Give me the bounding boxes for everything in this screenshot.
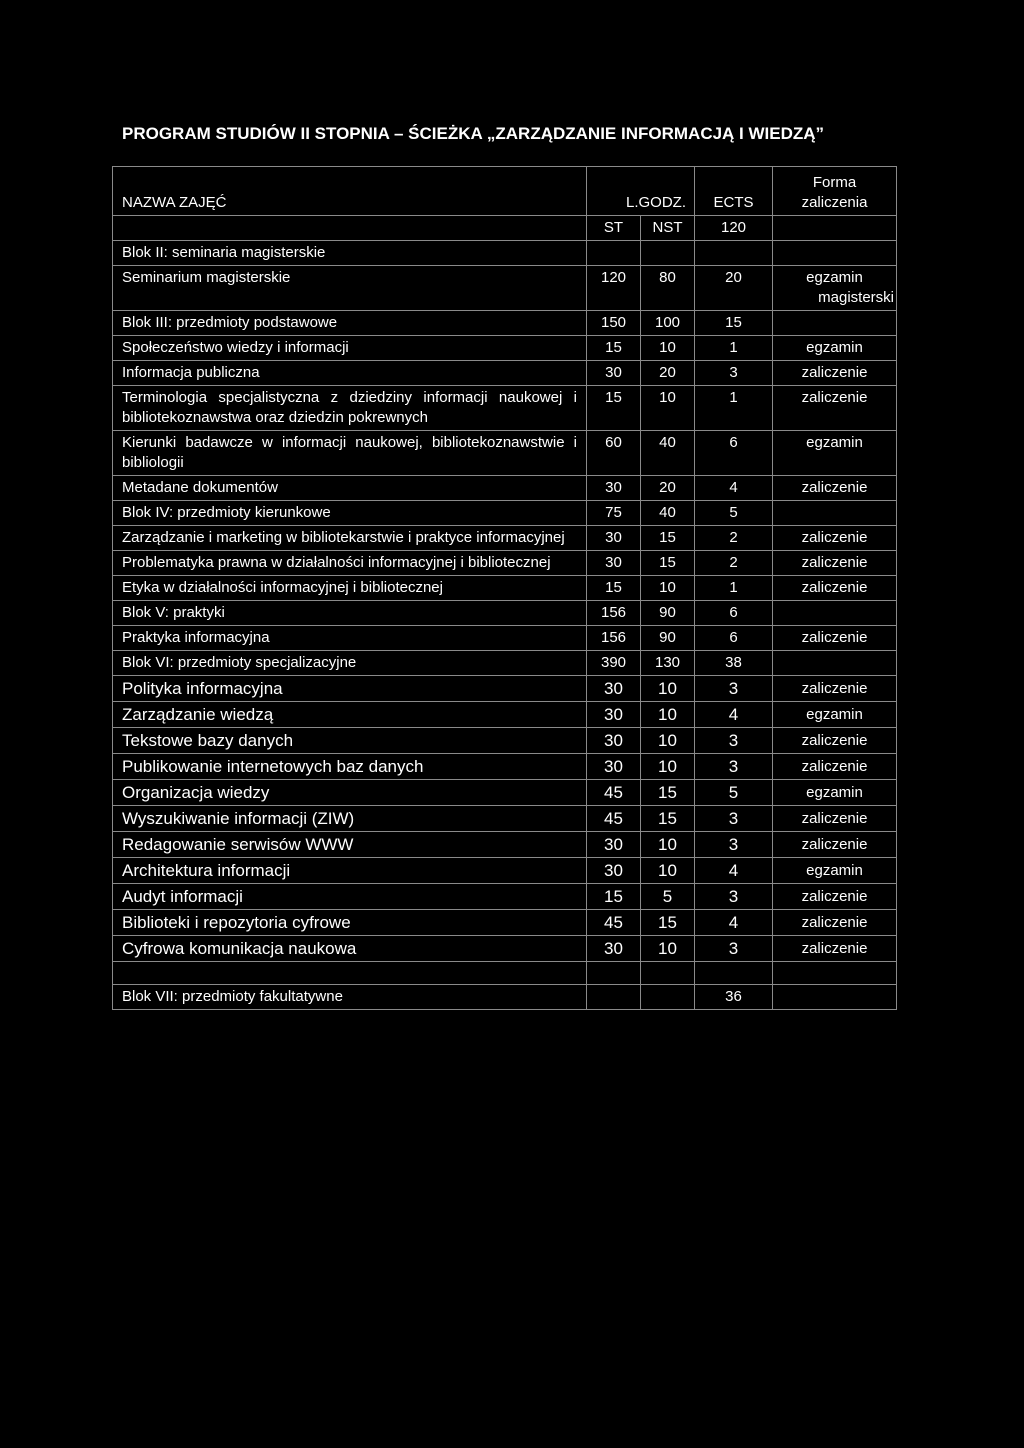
row-ects: 3	[695, 806, 773, 832]
row-name: Architektura informacji	[113, 858, 587, 884]
table-row	[113, 832, 897, 858]
row-st: 156	[587, 626, 641, 651]
row-st: 30	[587, 728, 641, 754]
row-st: 30	[587, 702, 641, 728]
row-form: egzamin	[773, 780, 897, 806]
row-name: Problematyka prawna w działalności informacyjnej i bibliotecznej	[113, 551, 587, 576]
row-st: 45	[587, 910, 641, 936]
row-ects: 20	[695, 266, 773, 311]
row-form	[773, 651, 897, 676]
row-nst: 80	[641, 266, 695, 311]
row-nst: 10	[641, 858, 695, 884]
row-st	[587, 985, 641, 1010]
subheader-empty-form	[773, 216, 897, 241]
table-row	[113, 311, 897, 336]
row-st: 45	[587, 780, 641, 806]
row-st: 30	[587, 676, 641, 702]
row-nst: 15	[641, 551, 695, 576]
row-form	[773, 501, 897, 526]
row-ects: 1	[695, 336, 773, 361]
row-nst: 15	[641, 806, 695, 832]
row-ects: 38	[695, 651, 773, 676]
header-row	[113, 167, 897, 216]
row-name: Blok II: seminaria magisterskie	[113, 241, 587, 266]
row-name: Publikowanie internetowych baz danych	[113, 754, 587, 780]
row-ects: 4	[695, 858, 773, 884]
row-ects: 6	[695, 626, 773, 651]
row-form: zaliczenie	[773, 551, 897, 576]
row-name: Cyfrowa komunikacja naukowa	[113, 936, 587, 962]
row-name: Redagowanie serwisów WWW	[113, 832, 587, 858]
row-name: Blok IV: przedmioty kierunkowe	[113, 501, 587, 526]
row-nst: 100	[641, 311, 695, 336]
header-ects: ECTS	[695, 167, 773, 216]
spacer-row	[113, 962, 897, 985]
row-name: Audyt informacji	[113, 884, 587, 910]
header-hours: L.GODZ.	[587, 167, 695, 216]
row-form: zaliczenie	[773, 832, 897, 858]
row-form: egzamin	[773, 858, 897, 884]
row-ects	[695, 241, 773, 266]
header-nst: NST	[641, 216, 695, 241]
row-nst: 15	[641, 780, 695, 806]
table-row	[113, 936, 897, 962]
row-st: 30	[587, 361, 641, 386]
table-row	[113, 858, 897, 884]
row-ects: 3	[695, 832, 773, 858]
row-form: egzamin	[773, 702, 897, 728]
row-ects: 3	[695, 936, 773, 962]
table-row	[113, 806, 897, 832]
row-nst: 40	[641, 431, 695, 476]
row-name: Etyka w działalności informacyjnej i bibliotecznej	[113, 576, 587, 601]
row-st: 15	[587, 576, 641, 601]
row-nst	[641, 241, 695, 266]
table-row	[113, 476, 897, 501]
row-name: Biblioteki i repozytoria cyfrowe	[113, 910, 587, 936]
row-ects: 36	[695, 985, 773, 1010]
row-st: 45	[587, 806, 641, 832]
table-row	[113, 702, 897, 728]
row-form	[773, 601, 897, 626]
row-name: Seminarium magisterskie	[113, 266, 587, 311]
table-row	[113, 754, 897, 780]
row-form: zaliczenie	[773, 526, 897, 551]
table-row	[113, 884, 897, 910]
table-row	[113, 910, 897, 936]
row-nst: 15	[641, 910, 695, 936]
row-ects: 3	[695, 361, 773, 386]
row-nst: 90	[641, 626, 695, 651]
row-form: zaliczenie	[773, 576, 897, 601]
row-name: Wyszukiwanie informacji (ZIW)	[113, 806, 587, 832]
row-ects: 15	[695, 311, 773, 336]
table-row	[113, 576, 897, 601]
row-form	[773, 985, 897, 1010]
row-form: zaliczenie	[773, 626, 897, 651]
row-form: zaliczenie	[773, 386, 897, 431]
row-nst: 20	[641, 361, 695, 386]
row-ects: 3	[695, 676, 773, 702]
row-st: 30	[587, 526, 641, 551]
row-ects: 3	[695, 728, 773, 754]
row-st: 15	[587, 336, 641, 361]
row-ects: 5	[695, 780, 773, 806]
row-nst: 10	[641, 336, 695, 361]
row-name: Kierunki badawcze w informacji naukowej, bibliotekoznawstwie i bibliologii	[113, 431, 587, 476]
row-st: 30	[587, 476, 641, 501]
table-row	[113, 526, 897, 551]
row-form: zaliczenie	[773, 806, 897, 832]
row-st: 60	[587, 431, 641, 476]
study-program-table	[112, 166, 897, 1010]
row-st: 30	[587, 551, 641, 576]
header-st: ST	[587, 216, 641, 241]
row-name: Informacja publiczna	[113, 361, 587, 386]
table-row	[113, 386, 897, 431]
row-ects: 1	[695, 576, 773, 601]
table-row	[113, 676, 897, 702]
row-ects: 4	[695, 476, 773, 501]
row-nst: 15	[641, 526, 695, 551]
row-st: 150	[587, 311, 641, 336]
subheader-row	[113, 216, 897, 241]
row-st: 30	[587, 832, 641, 858]
row-nst: 10	[641, 576, 695, 601]
row-nst: 5	[641, 884, 695, 910]
row-st: 30	[587, 754, 641, 780]
row-form: zaliczenie	[773, 936, 897, 962]
row-name: Organizacja wiedzy	[113, 780, 587, 806]
row-nst: 10	[641, 936, 695, 962]
row-nst: 10	[641, 386, 695, 431]
row-ects: 5	[695, 501, 773, 526]
table-row	[113, 626, 897, 651]
row-form: zaliczenie	[773, 476, 897, 501]
row-ects: 3	[695, 754, 773, 780]
page-title: PROGRAM STUDIÓW II STOPNIA – ŚCIEŻKA „ZARZĄDZANIE INFORMACJĄ I WIEDZĄ”	[122, 124, 825, 143]
row-nst: 10	[641, 702, 695, 728]
row-name: Polityka informacyjna	[113, 676, 587, 702]
table-row	[113, 601, 897, 626]
row-nst: 10	[641, 754, 695, 780]
row-ects: 2	[695, 551, 773, 576]
header-name: NAZWA ZAJĘĆ	[113, 167, 587, 216]
table-row	[113, 728, 897, 754]
table-row	[113, 266, 897, 311]
row-st: 15	[587, 386, 641, 431]
row-name: Praktyka informacyjna	[113, 626, 587, 651]
table-row	[113, 985, 897, 1010]
row-st: 15	[587, 884, 641, 910]
row-name: Blok V: praktyki	[113, 601, 587, 626]
table-row	[113, 551, 897, 576]
row-form: egzamin magisterski	[773, 266, 897, 311]
row-nst	[641, 985, 695, 1010]
row-form: egzamin	[773, 431, 897, 476]
row-form: zaliczenie	[773, 361, 897, 386]
row-form: zaliczenie	[773, 728, 897, 754]
row-name: Społeczeństwo wiedzy i informacji	[113, 336, 587, 361]
row-name: Terminologia specjalistyczna z dziedziny informacji naukowej i bibliotekoznawstwa oraz dziedzin pokrewnych	[113, 386, 587, 431]
subheader-empty	[113, 216, 587, 241]
table-row	[113, 361, 897, 386]
table-row	[113, 431, 897, 476]
table-row	[113, 780, 897, 806]
row-name: Zarządzanie i marketing w bibliotekarstwie i praktyce informacyjnej	[113, 526, 587, 551]
row-form: zaliczenie	[773, 884, 897, 910]
row-nst: 40	[641, 501, 695, 526]
row-nst: 90	[641, 601, 695, 626]
row-ects: 4	[695, 910, 773, 936]
row-form: zaliczenie	[773, 754, 897, 780]
row-form: zaliczenie	[773, 910, 897, 936]
row-ects: 2	[695, 526, 773, 551]
row-nst: 10	[641, 676, 695, 702]
row-form: egzamin	[773, 336, 897, 361]
row-name: Blok VII: przedmioty fakultatywne	[113, 985, 587, 1010]
table-row	[113, 241, 897, 266]
row-st: 30	[587, 936, 641, 962]
row-name: Zarządzanie wiedzą	[113, 702, 587, 728]
row-form: zaliczenie	[773, 676, 897, 702]
row-st: 75	[587, 501, 641, 526]
row-nst: 10	[641, 728, 695, 754]
table-row	[113, 501, 897, 526]
row-name: Tekstowe bazy danych	[113, 728, 587, 754]
row-name: Blok VI: przedmioty specjalizacyjne	[113, 651, 587, 676]
row-ects: 6	[695, 431, 773, 476]
row-nst: 20	[641, 476, 695, 501]
row-name: Metadane dokumentów	[113, 476, 587, 501]
header-form: Forma zaliczenia	[773, 167, 897, 216]
row-ects: 6	[695, 601, 773, 626]
table-row	[113, 651, 897, 676]
row-name: Blok III: przedmioty podstawowe	[113, 311, 587, 336]
row-nst: 130	[641, 651, 695, 676]
row-ects: 1	[695, 386, 773, 431]
row-st: 156	[587, 601, 641, 626]
table-row	[113, 336, 897, 361]
row-st: 120	[587, 266, 641, 311]
row-form	[773, 241, 897, 266]
row-form	[773, 311, 897, 336]
row-st: 390	[587, 651, 641, 676]
row-nst: 10	[641, 832, 695, 858]
row-ects: 4	[695, 702, 773, 728]
row-st: 30	[587, 858, 641, 884]
row-ects: 3	[695, 884, 773, 910]
row-st	[587, 241, 641, 266]
header-total-ects: 120	[695, 216, 773, 241]
